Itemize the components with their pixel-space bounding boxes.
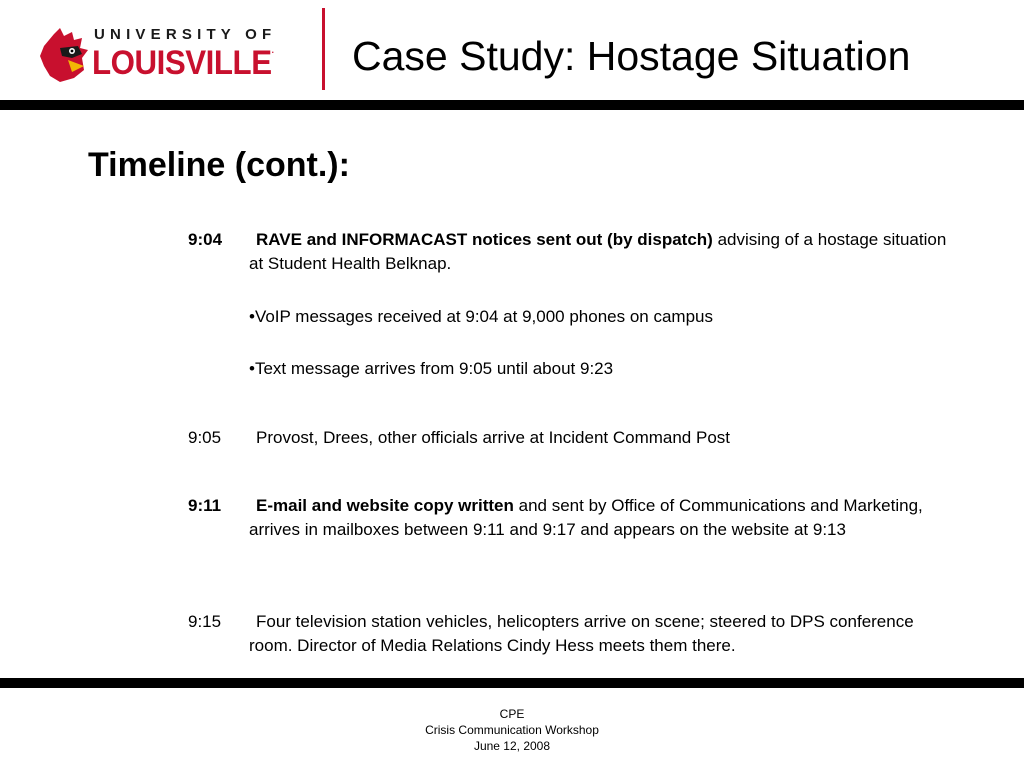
entry-rest-text: and sent by Office of Communications and Marketing, arrives in mailboxes between 9:11 and 9:17 and appears on the website at 9:13	[249, 496, 923, 539]
logo-mark: .	[271, 45, 274, 55]
bullet-text-message: •Text message arrives from 9:05 until about 9:23	[249, 359, 614, 378]
entry-text	[249, 228, 958, 276]
entry-bold-text: E-mail and website copy written	[256, 496, 514, 515]
entry-rest-text: advising of a hostage situation at Student Health Belknap.	[249, 230, 947, 273]
slide-title: Case Study: Hostage Situation	[352, 33, 911, 79]
footer-line-workshop: Crisis Communication Workshop	[425, 723, 599, 737]
header-divider	[322, 8, 325, 90]
bullet-voip: •VoIP messages received at 9:04 at 9,000 phones on campus	[249, 307, 713, 326]
cardinal-bird-logo-icon	[38, 26, 90, 84]
logo-louisville-text: LOUISVILLE	[92, 44, 272, 82]
logo-louisville	[92, 46, 273, 80]
bottom-rule	[0, 678, 1024, 688]
top-rule	[0, 100, 1024, 110]
timeline-entry-0905	[188, 426, 958, 450]
slide-footer	[0, 706, 1024, 754]
logo-university-of: UNIVERSITY OF	[94, 26, 277, 43]
entry-time: 9:05	[188, 428, 222, 447]
timeline-entry-0915	[188, 610, 958, 658]
footer-line-cpe: CPE	[499, 707, 525, 721]
entry-text: Provost, Drees, other officials arrive at Incident Command Post	[256, 428, 730, 447]
entry-time: 9:11	[188, 496, 222, 515]
entry-time: 9:04	[188, 230, 223, 249]
university-logo	[38, 24, 298, 86]
entry-time: 9:15	[188, 612, 222, 631]
timeline-entry-0904	[188, 228, 958, 276]
slide-header	[0, 0, 1024, 100]
entry-text	[249, 494, 958, 542]
timeline-entry-0911	[188, 494, 958, 542]
section-heading: Timeline (cont.):	[88, 146, 350, 184]
entry-bold-text: RAVE and INFORMACAST notices sent out (by dispatch)	[256, 230, 713, 249]
entry-text: Four television station vehicles, helicopters arrive on scene; steered to DPS conference room. Director of Media Relations Cindy Hess meets them there.	[249, 612, 914, 655]
footer-line-date: June 12, 2008	[473, 739, 551, 753]
